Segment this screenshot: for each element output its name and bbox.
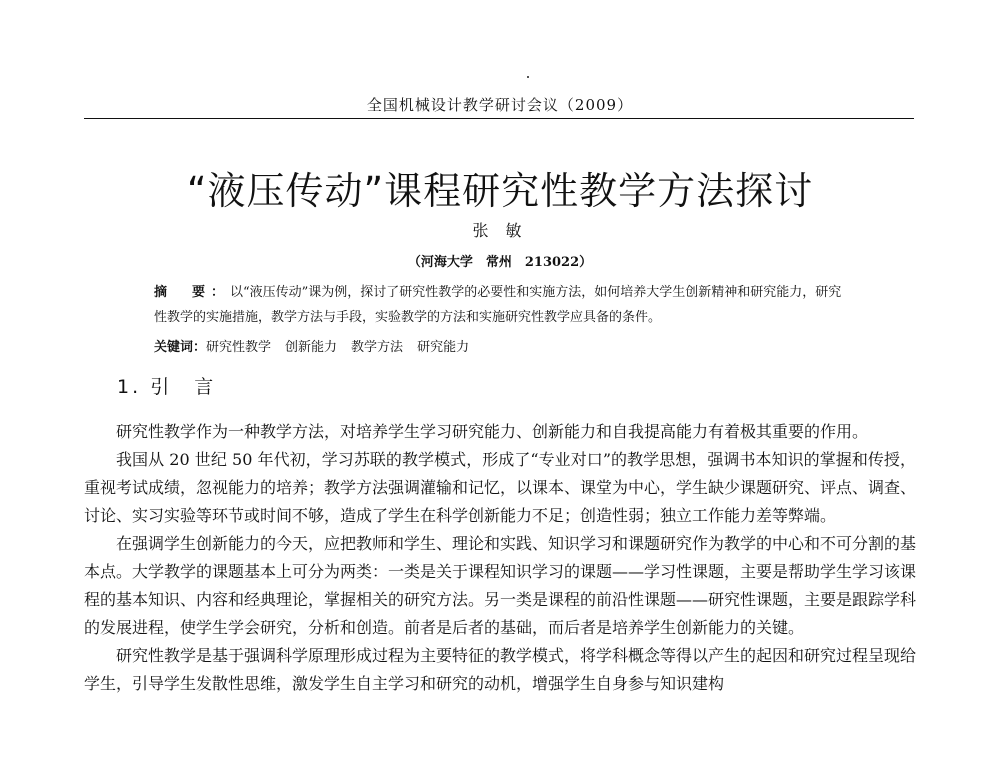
keyword-item: 研究能力 xyxy=(417,340,470,355)
abstract-text: 以“液压传动”课为例，探讨了研究性教学的必要性和实施方法，如何培养大学生创新精神和研究能力，研究性教学的实施措施，教学方法与手段，实验教学的方法和实施研究性教学应具备的条件。 xyxy=(154,285,842,325)
body-text xyxy=(84,418,916,698)
abstract xyxy=(154,280,854,330)
keyword-item: 研究性教学 xyxy=(206,340,272,355)
section-number: 1. xyxy=(117,376,142,398)
body-paragraph: 在强调学生创新能力的今天，应把教师和学生、理论和实践、知识学习和课题研究作为教学的中心和不可分割的基本点。大学教学的课题基本上可分为两类：一类是关于课程知识学习的课题——学习性课题，主要是帮助学生学习该课程的基本知识、内容和经典理论，掌握相关的研究方法。另一类是课程的前沿性课题——研究性课题，主要是跟踪学科的发展进程，使学生学会研究，分析和创造。前者是后者的基础，而后者是培养学生创新能力的关键。 xyxy=(84,534,917,637)
section-title-text: 引 言 xyxy=(150,376,217,398)
body-paragraph: 研究性教学作为一种教学方法，对培养学生学习研究能力、创新能力和自我提高能力有着极其重要的作用。 xyxy=(116,422,869,441)
keyword-item: 教学方法 xyxy=(351,340,404,355)
header-rule xyxy=(84,118,914,119)
keywords-label: 关键词： xyxy=(154,340,207,355)
paper-title: “液压传动”课程研究性教学方法探讨 xyxy=(186,169,814,213)
author-affiliation: （河海大学 常州 213022） xyxy=(407,255,593,270)
abstract-label: 摘 要： xyxy=(154,285,231,300)
running-header: 全国机械设计教学研讨会议（2009） xyxy=(366,96,634,114)
author-name: 张 敏 xyxy=(472,221,528,240)
body-paragraph: 研究性教学是基于强调科学原理形成过程为主要特征的教学模式，将学科概念等得以产生的起因和研究过程呈现给学生，引导学生发散性思维，激发学生自主学习和研究的动机，增强学生自身参与知识建构 xyxy=(84,646,917,693)
keyword-item: 创新能力 xyxy=(285,340,338,355)
section-heading xyxy=(117,372,216,399)
body-paragraph: 我国从 20 世纪 50 年代初，学习苏联的教学模式，形成了“专业对口”的教学思想，强调书本知识的掌握和传授，重视考试成绩，忽视能力的培养；教学方法强调灌输和记忆，以课本、课堂为中心，学生缺少课题研究、评点、调查、讨论、实习实验等环节或时间不够，造成了学生在科学创新能力不足；创造性弱；独立工作能力差等弊端。 xyxy=(84,450,917,525)
scan-speck xyxy=(527,76,529,78)
keywords xyxy=(154,335,854,360)
